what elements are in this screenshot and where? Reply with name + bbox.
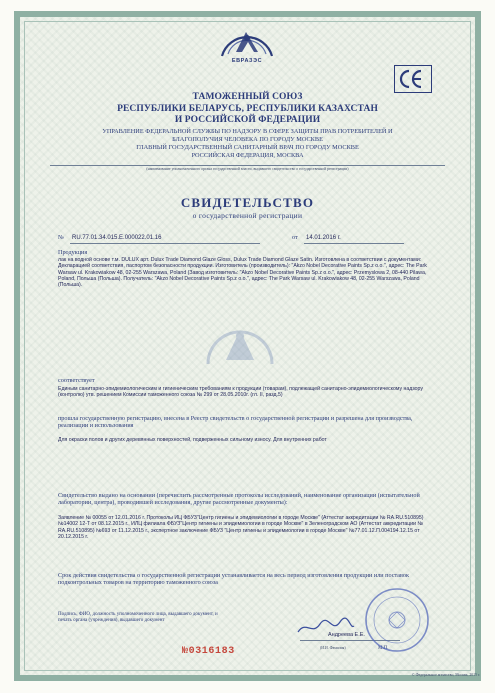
- authority-caption: (наименование уполномоченного органа государственной власти, выдавшего свидетельство о государственной регистрации): [146, 167, 349, 171]
- signature-text: Подпись, ФИО, должность уполномоченного лица, выдавшего документ, и печать органа (учреждения), выдавшего документ: [58, 612, 218, 623]
- product-description: лак на водной основе т.м. DULUX арт. Dulux Trade Diamond Glaze Gloss, Dulux Trade Diamond Glaze Satin. Изготовлена в соответствии с документами: Декларацией соответствия, паспортом безопасности продукции. Изготовитель (производитель): "Akzo Nobel Decorative Paints Sp.z o.o.", адрес: The Park Warsaw ul. Krakowiakow 48, 02-255 Warszawa, Poland (Завод изготовитель: "Akzo Nobel Decorative Paints Sp.z o.o.", адрес: Przemyslowa 2, 08-440 Pilawa, Poland, Польша (Польша). Получатель: "Akzo Nobel Decorative Paints Sp.z o.o.", адрес: The Park Warsaw ul. Krakowiakow 48, 02-255 Warszawa, Poland (Польша).: [58, 257, 427, 289]
- ce-mark-icon: [395, 66, 431, 92]
- certificate-date: 14.01.2016 г.: [306, 235, 341, 241]
- usage-text: Для окраски полов и других деревянных поверхностей, подверженных сильному износу. Для внутренних работ: [58, 437, 327, 443]
- number-prefix: №: [58, 234, 64, 241]
- serial-digits: 0316183: [188, 646, 235, 657]
- basis-text: Свидетельство выдано на основании (перечислить рассмотренные протоколы исследований, наименование организации (испытательной лаборатории, центра), проводившей исследования, другие рассмотренные документы):: [58, 492, 420, 507]
- stamp-mark: М.П.: [378, 646, 389, 651]
- authority-line-1: УПРАВЛЕНИЕ ФЕДЕРАЛЬНОЙ СЛУЖБЫ ПО НАДЗОРУ В СФЕРЕ ЗАЩИТЫ ПРАВ ПОТРЕБИТЕЛЕЙ И: [102, 128, 393, 135]
- validity-text: Срок действия свидетельства о государственной регистрации устанавливается на весь период изготовления продукции или поставок подконтрольных товаров на территорию таможенного союза: [58, 572, 409, 587]
- eurasec-watermark-icon: [200, 308, 280, 378]
- product-label: Продукция: [58, 249, 88, 256]
- printer-note: © Федеральное агентство, Москва, 2015 г.: [411, 673, 480, 677]
- republics-line-2: И РОССИЙСКОЙ ФЕДЕРАЦИИ: [174, 115, 321, 125]
- signatory-name: Андреева Е.Е.: [328, 632, 365, 638]
- logo-text: ЕВРАЗЭС: [231, 58, 263, 64]
- certificate-title: СВИДЕТЕЛЬСТВО: [180, 195, 315, 210]
- registry-text: прошла государственную регистрацию, внесена в Реестр свидетельств о государственной регистрации и разрешена для производства, реализации и использования: [58, 415, 413, 430]
- signature-icon: [296, 616, 356, 638]
- stamp-icon: [362, 585, 432, 655]
- requirements-text: Единым санитарно-эпидемиологическим и гигиеническим требованиям к продукции (товарам), подлежащей санитарно-эпидемиологическому надзору (контролю) утв. решением Комиссии таможенного союза № 299 от 28.05.2010г. (гл. II, разд.5): [58, 386, 423, 399]
- authority-line-3: ГЛАВНЫЙ ГОСУДАРСТВЕННЫЙ САНИТАРНЫЙ ВРАЧ ПО ГОРОДУ МОСКВЕ: [136, 144, 359, 151]
- date-prefix: от: [292, 234, 298, 241]
- authority-line-4: РОССИЙСКАЯ ФЕДЕРАЦИЯ, МОСКВА: [191, 152, 304, 159]
- official-stamp: [362, 585, 432, 655]
- serial-prefix: №: [182, 646, 189, 657]
- conformity-mark: [394, 65, 432, 93]
- authority-line-2: БЛАГОПОЛУЧИЯ ЧЕЛОВЕКА ПО ГОРОДУ МОСКВЕ: [172, 136, 323, 143]
- eurasec-watermark: [200, 308, 280, 378]
- certificate-subtitle: о государственной регистрации: [192, 211, 303, 220]
- certificate-number: RU.77.01.34.015.Е.000022.01.16: [72, 235, 162, 241]
- eurasec-logo: [212, 18, 282, 66]
- republics-line-1: РЕСПУБЛИКИ БЕЛАРУСЬ, РЕСПУБЛИКИ КАЗАХСТАН: [117, 104, 378, 114]
- basis-details: Заявление № 00055 от 12.01.2016 г. Протоколы ИЦ ФБУЗ"Центр гигиены и эпидемиологии в городе Москве" (Аттестат аккредитации № RA.RU.510895) №14002 12-Т от 08.12.2015 г., ИЛЦ филиала ФБУЗ"Центр гигиены и эпидемиологии в городе Москве" в Зеленоградском АО (Аттестат аккредитации № RA.RU.510895) №693 от 11.12.2015 г., экспертное заключение ФБУЗ "Центр гигиены и эпидемиологии в городе Москве" №77.01.12.П.004194.12.15 от 20.12.2015 г.: [58, 515, 424, 540]
- requirements-label: соответствует: [58, 377, 95, 384]
- serial-number: [182, 646, 235, 657]
- signature-caption: (И.И. Фамилия): [320, 646, 346, 650]
- union-title: ТАМОЖЕННЫЙ СОЮЗ: [192, 92, 303, 102]
- handwritten-signature: [296, 616, 356, 638]
